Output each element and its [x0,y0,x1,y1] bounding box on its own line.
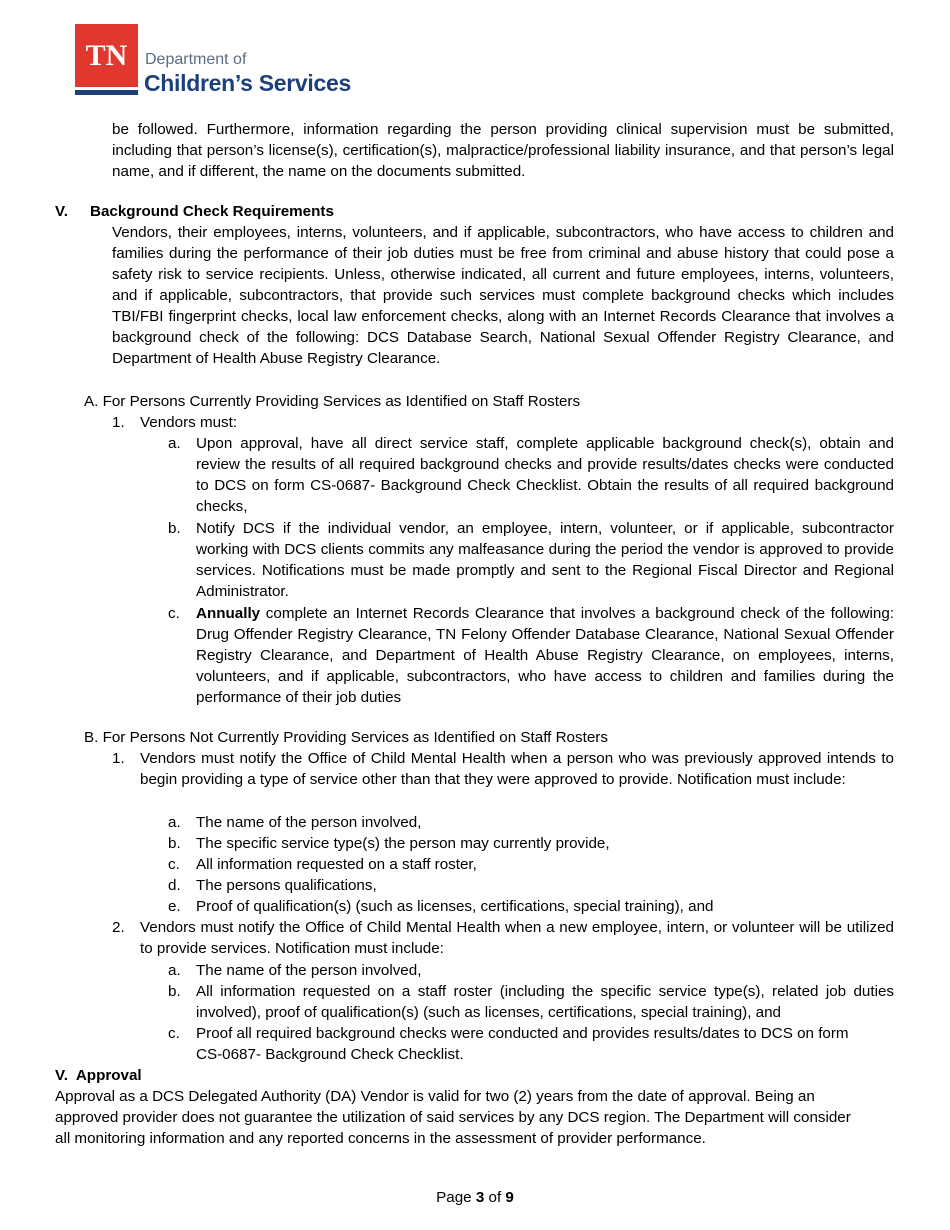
subsection-a-item-b-text: Notify DCS if the individual vendor, an employee, intern, volunteer, or if applicable, subcontractor working with DCS clients commits any malfeasance during the period the vendor is approved to provide services. Notifications must be made promptly and sent to the Regional Fiscal Director and Regional Administrator. [196,520,894,600]
subsection-b-item2-sub-b-marker: b. [168,983,181,1000]
section-v-number: V. [55,203,68,220]
subsection-a-item-a-marker: a. [168,435,181,452]
subsection-a-heading: A. For Persons Currently Providing Services as Identified on Staff Rosters [84,393,581,410]
subsection-b-item1-sub-c-marker: c. [168,856,180,873]
subsection-b-item1-sub-a-marker: a. [168,814,181,831]
intro-paragraph: be followed. Furthermore, information regarding the person providing clinical supervision must be submitted, including that person’s license(s), certification(s), malpractice/professional liability insurance, and that person’s legal name, and if different, the name on the documents submitted. [112,121,894,180]
page-current: 3 [475,1189,485,1206]
subsection-b-item2-sub-b-text: All information requested on a staff roster (including the specific service type(s), related job duties involved), proof of qualification(s) (such as licenses, certifications, special training), and [196,983,894,1021]
section-v-paragraph: Vendors, their employees, interns, volunteers, and if applicable, subcontractors, who have access to children and families during the performance of their job duties must be free from criminal and abuse history that could pose a safety risk to service recipients. Unless, otherwise indicated, all current and future employees, interns, volunteers, and if applicable, subcontractors, that provide such services must complete background checks which includes TBI/FBI fingerprint checks, local law enforcement checks, along with an Internet Records Clearance that involves a background check of the following: DCS Database Search, National Sexual Offender Registry Clearance, and Department of Health Abuse Registry Clearance. [112,224,894,367]
subsection-a-item1-marker: 1. [112,414,125,431]
page-total: 9 [505,1189,514,1206]
logo-department-text: Department of [145,51,247,68]
dcs-logo [75,24,365,98]
subsection-b-item2-text: Vendors must notify the Office of Child Mental Health when a new employee, intern, or volunteer will be utilized to provide services. Notification must include: [140,919,894,957]
subsection-a-item-a-text: Upon approval, have all direct service staff, complete applicable background check(s), obtain and review the results of all required background checks and provide results/dates checks were conducted to DCS on form CS-0687- Background Check Checklist. Obtain the results of all required background checks, [196,435,894,515]
subsection-a-item-b-marker: b. [168,520,181,537]
subsection-b-item1-sub-a-text: The name of the person involved, [196,814,422,831]
subsection-a-item-c-marker: c. [168,605,180,622]
subsection-b-item1-sub-b-marker: b. [168,835,181,852]
logo-agency-name: Children’s Services [144,70,351,96]
subsection-a-item-c-text: complete an Internet Records Clearance that involves a background check of the following: Drug Offender Registry Clearance, TN Felony Offender Database Clearance, National Sexual Offender Registry Clearance, and Department of Health Abuse Registry Clearance, on employees, interns, volunteers, and if applicable, subcontractors, who have access to children and families during the performance of their job duties [196,605,894,706]
subsection-b-item1-sub-b-text: The specific service type(s) the person may currently provide, [196,835,610,852]
section-v-title: Background Check Requirements [90,203,334,220]
page-number [0,1187,950,1208]
subsection-b-item1-sub-e-text: Proof of qualification(s) (such as licenses, certifications, special training), and [196,898,714,915]
subsection-b-heading: B. For Persons Not Currently Providing Services as Identified on Staff Rosters [84,729,608,746]
subsection-a-item-c [196,603,894,708]
subsection-b-item2-sub-c-marker: c. [168,1025,180,1042]
annually-emphasis: Annually [196,605,261,622]
logo-underline [75,90,138,95]
subsection-b-item1-sub-e-marker: e. [168,898,181,915]
subsection-b-item2-sub-a-marker: a. [168,962,181,979]
subsection-b-item2-sub-a-text: The name of the person involved, [196,962,422,979]
subsection-b-item2-marker: 2. [112,919,125,936]
approval-paragraph: Approval as a DCS Delegated Authority (DA) Vendor is valid for two (2) years from the date of approval. Being an approved provider does not guarantee the utilization of said services by any DCS region. The Department will consider all monitoring information and any reported concerns in the assessment of provider performance. [55,1088,851,1147]
page-separator: of [484,1189,506,1206]
subsection-b-item2-sub-c-text: Proof all required background checks were conducted and provides results/dates to DCS on form CS-0687- Background Check Checklist. [196,1025,849,1063]
subsection-a-item1-text: Vendors must: [140,414,238,431]
subsection-b-item1-sub-d-text: The persons qualifications, [196,877,377,894]
subsection-b-item1-marker: 1. [112,750,125,767]
subsection-b-item1-sub-d-marker: d. [168,877,181,894]
logo-mark: TN [75,24,138,87]
page-prefix: Page [436,1189,476,1206]
subsection-b-item1-text: Vendors must notify the Office of Child Mental Health when a person who was previously approved intends to begin providing a type of service other than that they were approved to provide. Notification must include: [140,750,894,788]
approval-title: V. Approval [55,1067,142,1084]
subsection-b-item1-sub-c-text: All information requested on a staff roster, [196,856,477,873]
